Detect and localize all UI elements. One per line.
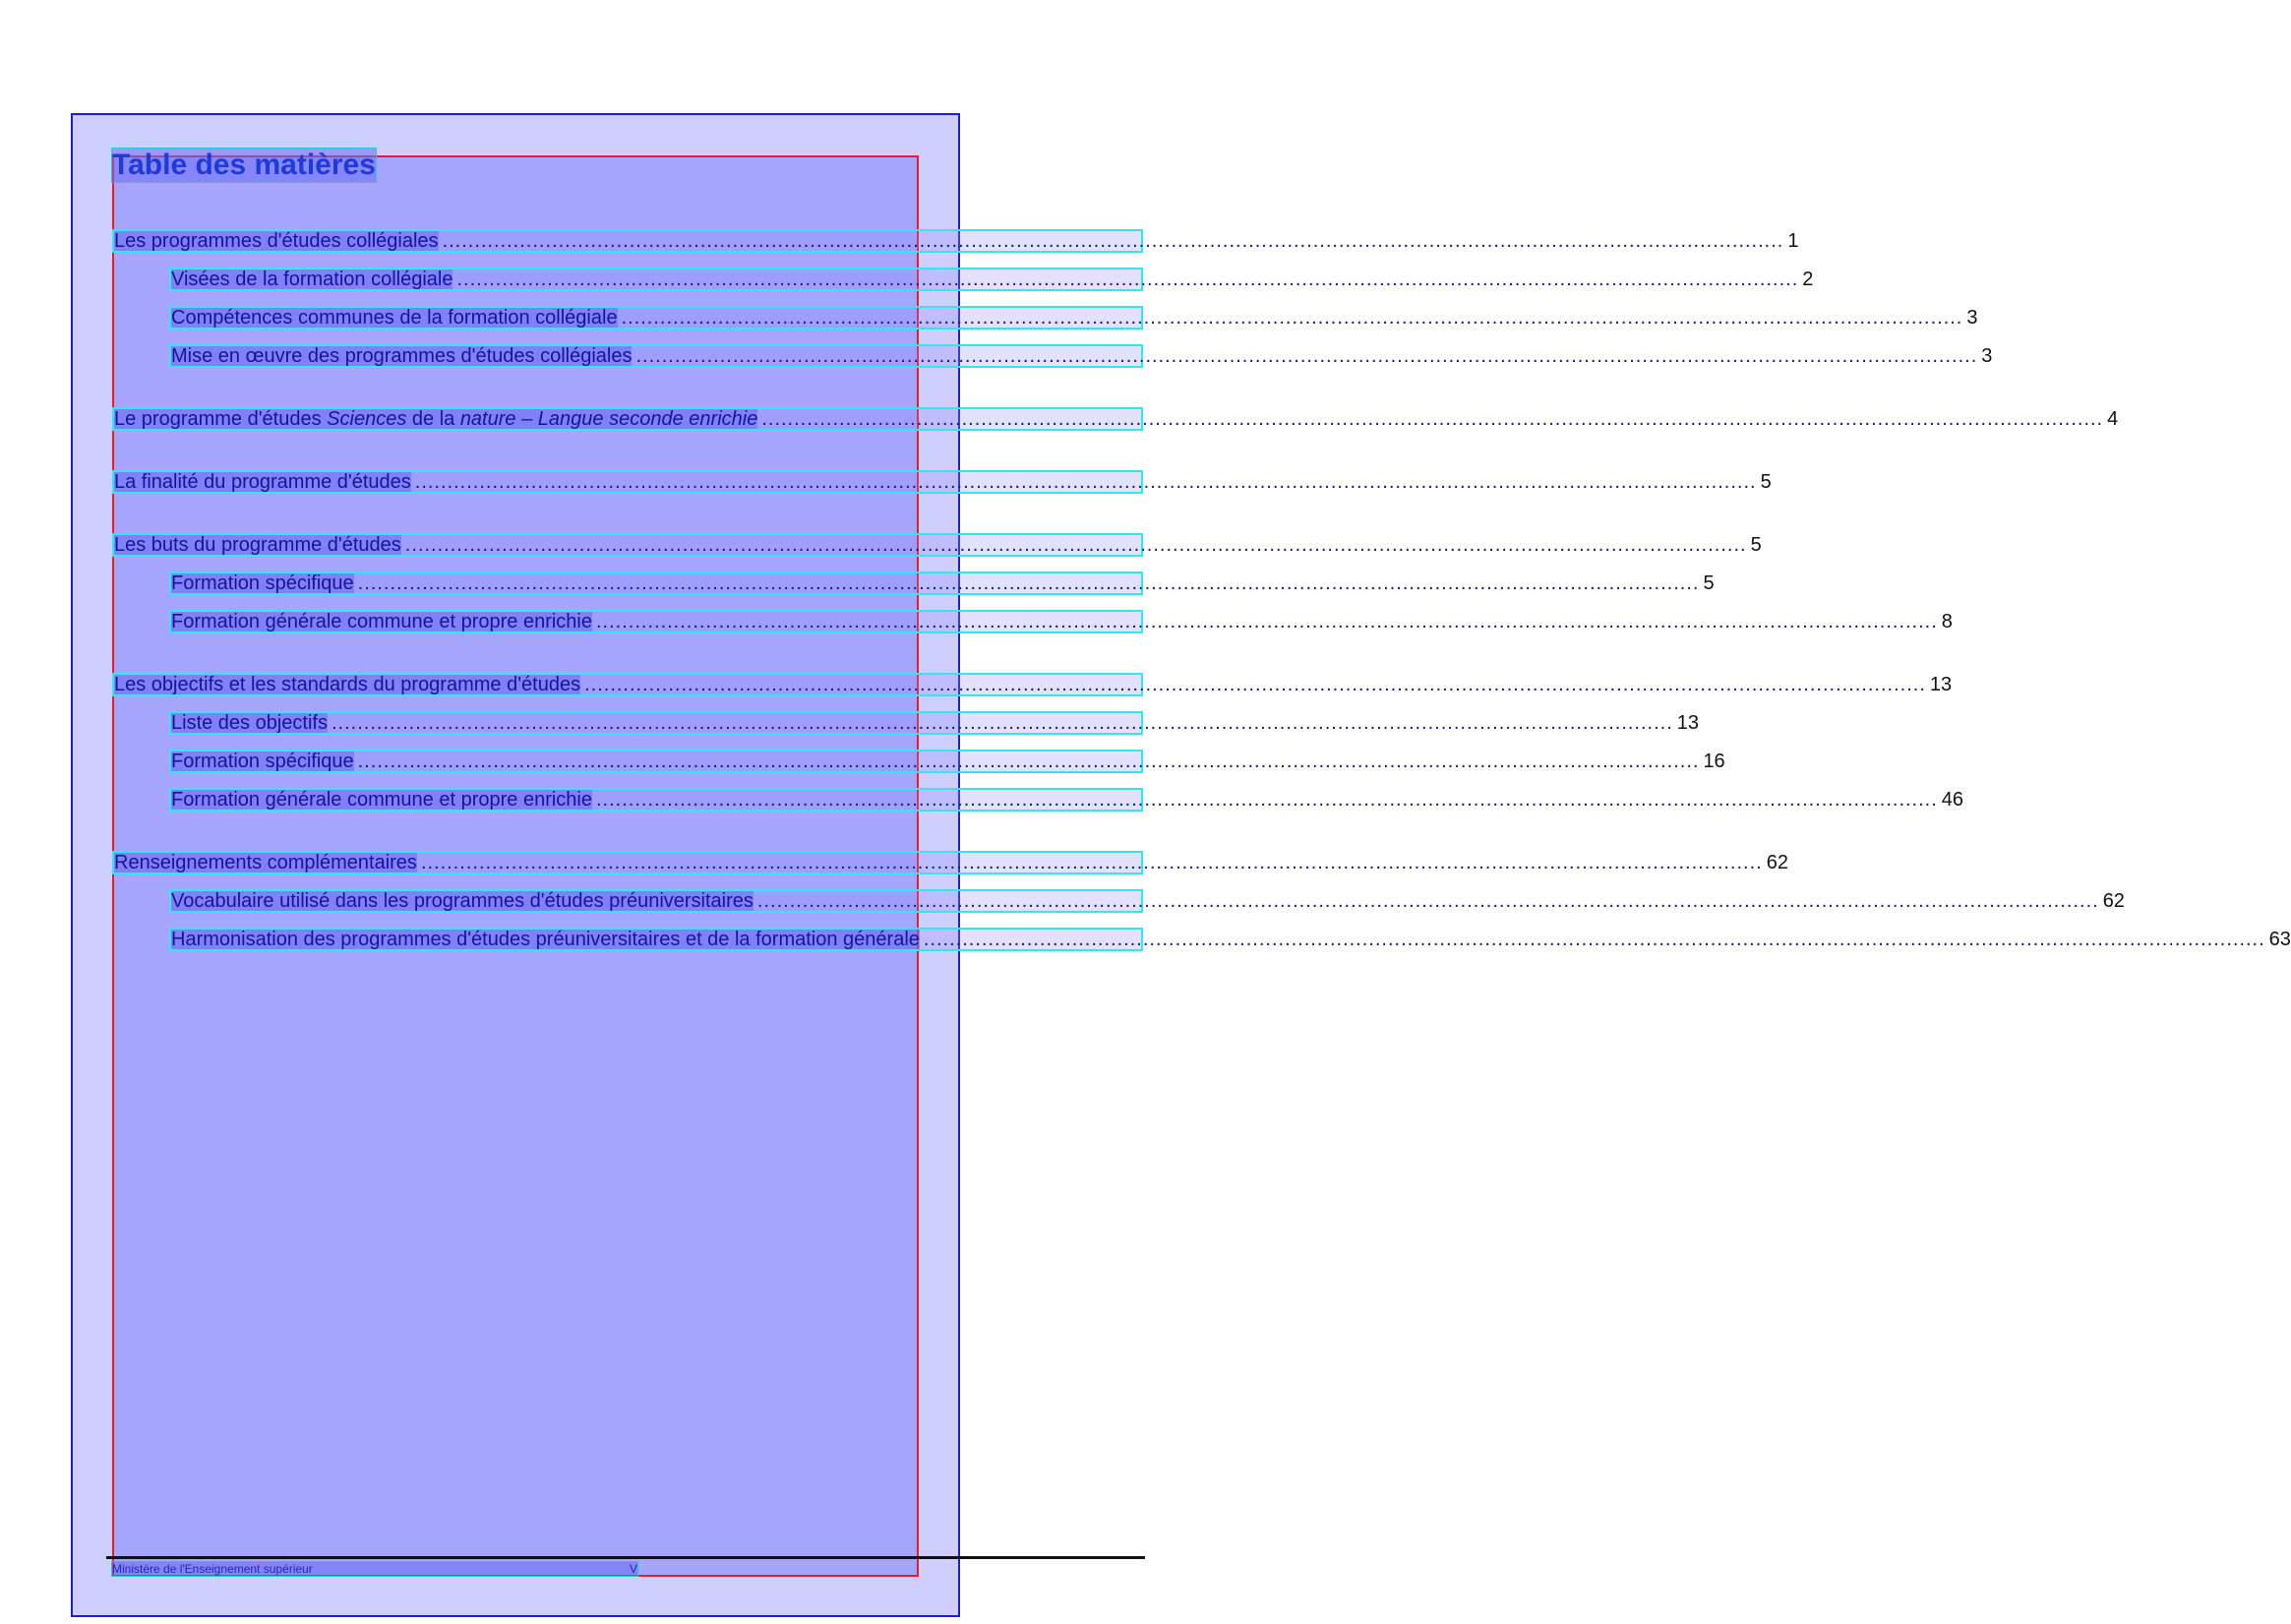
toc-entry-page: 13 xyxy=(1676,712,1700,734)
toc-label-italic: Sciences xyxy=(327,408,407,430)
toc-entry-label: Liste des objectifs xyxy=(171,712,328,734)
toc-entry[interactable] xyxy=(112,229,1799,253)
toc-label-part: de la xyxy=(406,408,460,430)
toc-entry-label: Mise en œuvre des programmes d'études collégiales xyxy=(171,345,633,367)
toc-label-part: Le programme d'études xyxy=(114,408,328,430)
toc-entry-page: 2 xyxy=(1802,269,1814,290)
toc-entry[interactable] xyxy=(169,344,1993,368)
toc-dot-leader: ................................................................................................................................................................................................................ xyxy=(357,751,1700,772)
toc-entry[interactable] xyxy=(169,268,1814,291)
toc-entry[interactable] xyxy=(169,889,2125,913)
toc-dot-leader: ................................................................................................................................................................................................................ xyxy=(596,789,1938,811)
toc-dot-leader: ................................................................................................................................................................................................................ xyxy=(621,307,1963,329)
toc-label-italic: nature xyxy=(459,408,516,430)
toc-entry[interactable] xyxy=(112,470,1772,494)
toc-entry[interactable] xyxy=(112,407,2119,431)
toc-dot-leader: ................................................................................................................................................................................................................ xyxy=(357,572,1700,594)
toc-dot-leader: ................................................................................................................................................................................................................ xyxy=(596,611,1938,632)
toc-dot-leader: ................................................................................................................................................................................................................ xyxy=(414,471,1757,493)
page-footer xyxy=(112,1562,637,1576)
toc-entry-page: 3 xyxy=(1966,307,1978,329)
toc-entry-page: 8 xyxy=(1941,611,1953,632)
toc-entry-page: 16 xyxy=(1703,751,1725,772)
toc-label-italic: Langue xyxy=(537,408,604,430)
toc-entry-label: Vocabulaire utilisé dans les programmes d'études préuniversitaires xyxy=(171,890,754,912)
toc-dot-leader: ................................................................................................................................................................................................................ xyxy=(923,929,2265,950)
toc-entry[interactable] xyxy=(169,306,1978,330)
toc-entry-page: 1 xyxy=(1787,230,1799,252)
toc-entry[interactable] xyxy=(169,928,2291,951)
toc-entry-label: Les buts du programme d'études xyxy=(114,534,401,556)
footer-page-number: V xyxy=(629,1562,637,1576)
toc-entry-label: Formation générale commune et propre enrichie xyxy=(171,611,592,632)
toc-dot-leader: ................................................................................................................................................................................................................ xyxy=(635,345,1978,367)
toc-entry-label: Les objectifs et les standards du programme d'études xyxy=(114,674,581,695)
footer-publisher: Ministère de l'Enseignement supérieur xyxy=(112,1562,313,1576)
toc-entry-page: 46 xyxy=(1941,789,1964,811)
toc-entry-label: Formation spécifique xyxy=(171,572,354,594)
toc-dot-leader: ................................................................................................................................................................................................................ xyxy=(420,852,1763,873)
toc-entry-page: 62 xyxy=(1766,852,1788,873)
toc-dot-leader: ................................................................................................................................................................................................................ xyxy=(456,269,1799,290)
toc-entry-label: Formation générale commune et propre enrichie xyxy=(171,789,592,811)
toc-label-italic: enrichie xyxy=(689,408,758,430)
toc-label-italic: seconde xyxy=(609,408,684,430)
toc-entry[interactable] xyxy=(169,750,1725,773)
toc-entry-page: 5 xyxy=(1703,572,1715,594)
toc-entry[interactable] xyxy=(169,711,1700,735)
toc-entry[interactable] xyxy=(169,788,1964,812)
toc-entry-label: Les programmes d'études collégiales xyxy=(114,230,439,252)
toc-entry-label: Visées de la formation collégiale xyxy=(171,269,453,290)
toc-dot-leader: ................................................................................................................................................................................................................ xyxy=(404,534,1747,556)
toc-entry-page: 13 xyxy=(1929,674,1953,695)
toc-entry[interactable] xyxy=(112,533,1762,557)
toc-entry[interactable] xyxy=(169,571,1715,595)
toc-dot-leader: ................................................................................................................................................................................................................ xyxy=(442,230,1784,252)
toc-entry-page: 62 xyxy=(2102,890,2125,912)
toc-entry-page: 5 xyxy=(1760,471,1772,493)
toc-dot-leader: ................................................................................................................................................................................................................ xyxy=(756,890,2099,912)
toc-entry[interactable] xyxy=(169,610,1953,633)
toc-entry-label: Renseignements complémentaires xyxy=(114,852,417,873)
toc-entry[interactable] xyxy=(112,851,1788,874)
toc-entry-page: 4 xyxy=(2107,408,2119,430)
toc-entry-label: Compétences communes de la formation collégiale xyxy=(171,307,618,329)
toc-entry-page: 3 xyxy=(1981,345,1993,367)
toc-entry-label: Harmonisation des programmes d'études préuniversitaires et de la formation générale xyxy=(171,929,920,950)
footer-rule xyxy=(106,1556,1145,1559)
toc-entry-label xyxy=(114,409,757,429)
page-title: Table des matières xyxy=(112,149,376,181)
toc-entry[interactable] xyxy=(112,673,1953,696)
toc-dot-leader: ................................................................................................................................................................................................................ xyxy=(761,408,2104,430)
toc-dot-leader: ................................................................................................................................................................................................................ xyxy=(584,674,1926,695)
toc-entry-label: Formation spécifique xyxy=(171,751,354,772)
toc-entry-page: 5 xyxy=(1750,534,1762,556)
toc-label-part: – xyxy=(515,408,538,430)
toc-dot-leader: ................................................................................................................................................................................................................ xyxy=(331,712,1673,734)
toc-entry-page: 63 xyxy=(2268,929,2291,950)
toc-entry-label: La finalité du programme d'études xyxy=(114,471,411,493)
